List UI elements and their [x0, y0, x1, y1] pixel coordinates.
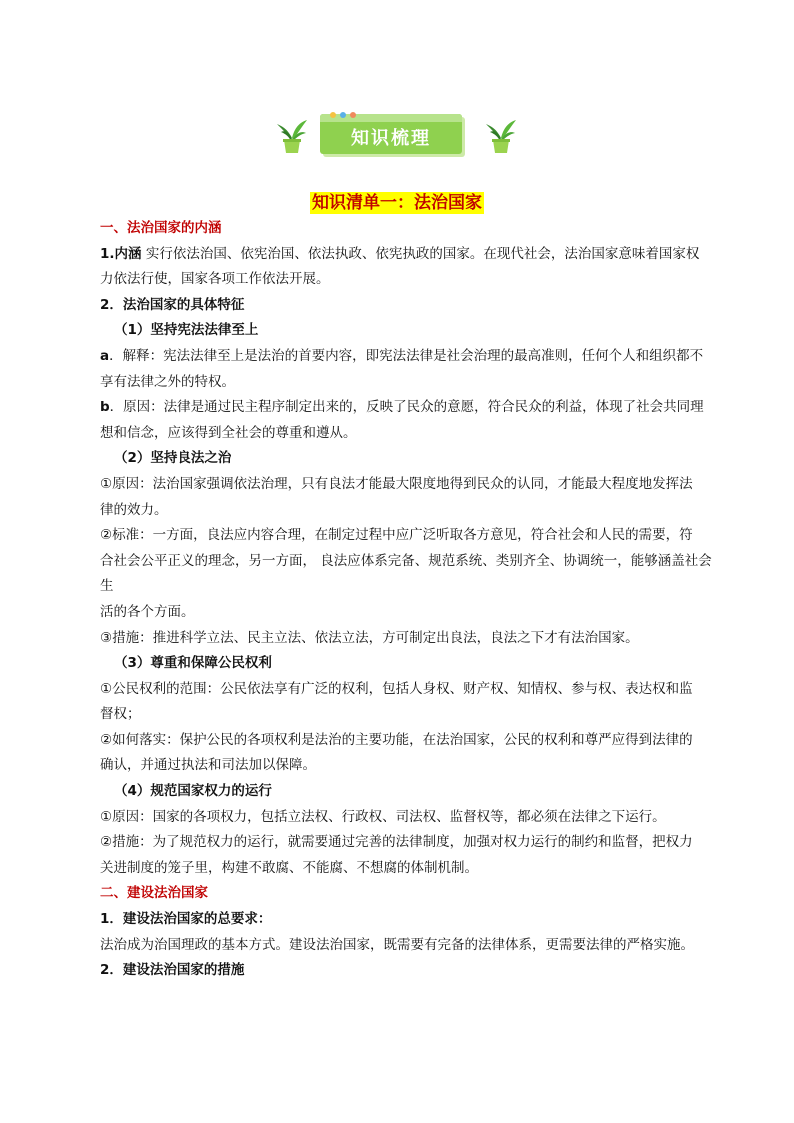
- line-text: 1．建设法治国家的总要求：: [100, 911, 272, 928]
- line-text: 力依法行使，国家各项工作依法开展。: [100, 271, 330, 288]
- text-line: [100, 958, 723, 984]
- text-line: [100, 651, 723, 677]
- text-line: [100, 702, 723, 728]
- line-text: ①原因：国家的各项权力，包括立法权、行政权、司法权、监督权等，都必须在法律之下运行。: [100, 808, 666, 825]
- text-line: [100, 293, 723, 319]
- line-text: 督权；: [100, 706, 141, 723]
- knowledge-banner: [0, 112, 794, 158]
- text-line: [100, 626, 723, 652]
- text-line: [100, 498, 723, 524]
- banner-title: 知识梳理: [351, 128, 431, 149]
- line-text: 法治成为治国理政的基本方式。建设法治国家，既需要有完备的法律体系，更需要法律的严格实施。: [100, 936, 694, 953]
- line-text: （1）坚持宪法法律至上: [114, 322, 259, 339]
- section-title: 知识清单一：法治国家: [312, 193, 482, 213]
- line-text: 合社会公平正义的理念，另一方面， 良法应体系完备、规范系统、类别齐全、协调统一，能够涵盖社会生: [100, 552, 712, 595]
- text-line: [100, 600, 723, 626]
- text-line: [100, 395, 723, 421]
- line-lead: a: [100, 347, 110, 364]
- text-line: [100, 753, 723, 779]
- text-line: [100, 344, 723, 370]
- banner-dot: [340, 112, 346, 118]
- banner-title-box: [320, 114, 462, 154]
- text-line: [100, 933, 723, 959]
- banner-dot: [330, 112, 336, 118]
- line-text: ②标准：一方面，良法应内容合理，在制定过程中应广泛听取各方意见，符合社会和人民的需要，符: [100, 527, 693, 544]
- text-line: [100, 421, 723, 447]
- banner-dot: [350, 112, 356, 118]
- line-text: 享有法律之外的特权。: [100, 373, 235, 390]
- line-text: 2．法治国家的具体特征: [100, 296, 245, 313]
- banner-dots: [330, 112, 356, 118]
- line-text: 确认，并通过执法和司法加以保障。: [100, 757, 316, 774]
- text-line: [100, 216, 723, 242]
- line-text: ．解释：宪法法律至上是法治的首要内容，即宪法法律是社会治理的最高准则，任何个人和组织都不: [109, 347, 704, 364]
- line-text: 关进制度的笼子里，构建不敢腐、不能腐、不想腐的体制机制。: [100, 859, 478, 876]
- text-line: [100, 370, 723, 396]
- line-lead: 1.内涵: [100, 245, 142, 262]
- line-text: 实行依法治国、依宪治国、依法执政、依宪执政的国家。在现代社会，法治国家意味着国家权: [141, 245, 700, 262]
- text-line: [100, 446, 723, 472]
- potted-plant-icon: [275, 118, 309, 154]
- text-line: [100, 728, 723, 754]
- text-line: [100, 779, 723, 805]
- text-line: [100, 677, 723, 703]
- line-text: 想和信念，应该得到全社会的尊重和遵从。: [100, 424, 357, 441]
- text-line: [100, 472, 723, 498]
- line-text: （4）规范国家权力的运行: [114, 783, 272, 800]
- text-line: [100, 830, 723, 856]
- text-line: [100, 242, 723, 268]
- line-text: ②如何落实：保护公民的各项权利是法治的主要功能，在法治国家，公民的权利和尊严应得到法律的: [100, 731, 693, 748]
- text-line: [100, 805, 723, 831]
- text-line: [100, 856, 723, 882]
- line-text: 活的各个方面。: [100, 603, 195, 620]
- line-text: 律的效力。: [100, 501, 168, 518]
- text-line: [100, 267, 723, 293]
- text-line: [100, 907, 723, 933]
- line-text: ①公民权利的范围：公民依法享有广泛的权利，包括人身权、财产权、知情权、参与权、表达权和监: [100, 680, 693, 697]
- text-line: [100, 318, 723, 344]
- line-text: 2．建设法治国家的措施: [100, 962, 245, 979]
- line-lead: b: [100, 399, 110, 416]
- line-text: 一、法治国家的内涵: [100, 220, 222, 236]
- line-text: （3）尊重和保障公民权利: [114, 655, 272, 672]
- line-text: 二、建设法治国家: [100, 885, 208, 902]
- text-line: [100, 523, 723, 549]
- line-text: ③措施：推进科学立法、民主立法、依法立法，方可制定出良法，良法之下才有法治国家。: [100, 629, 639, 646]
- text-line: [100, 549, 723, 600]
- document-body: [100, 216, 723, 984]
- text-line: [100, 881, 723, 907]
- line-text: ．原因：法律是通过民主程序制定出来的，反映了民众的意愿，符合民众的利益，体现了社会共同理: [109, 399, 704, 416]
- line-text: ②措施：为了规范权力的运行，就需要通过完善的法律制度，加强对权力运行的制约和监督，把权力: [100, 834, 693, 851]
- potted-plant-icon: [484, 118, 518, 154]
- line-text: （2）坚持良法之治: [114, 450, 232, 467]
- line-text: ①原因：法治国家强调依法治理，只有良法才能最大限度地得到民众的认同，才能最大程度地发挥法: [100, 475, 693, 492]
